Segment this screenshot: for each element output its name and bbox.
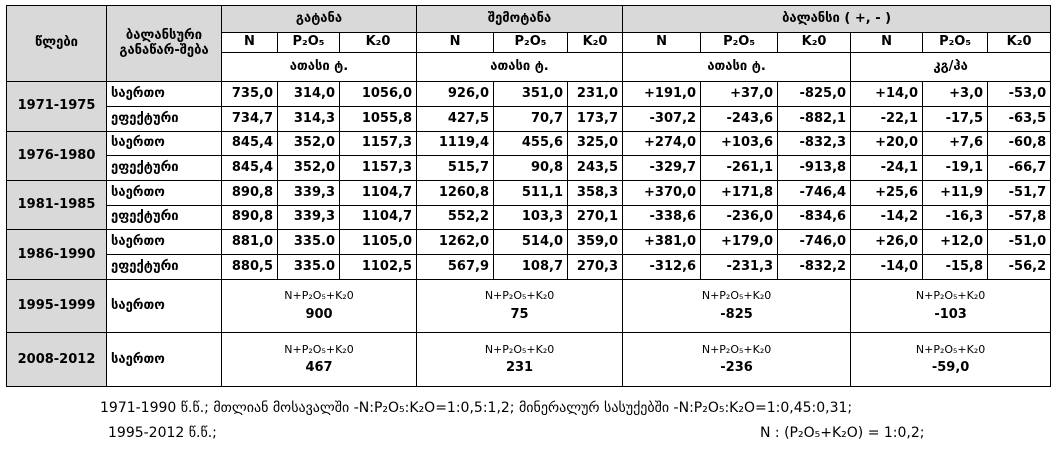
value-cell: -746,0	[778, 230, 851, 255]
value-cell: 243,5	[568, 156, 623, 181]
header-nutrient: N	[417, 32, 494, 53]
table-row	[7, 333, 1051, 387]
row-type-label: საერთო	[107, 279, 222, 333]
value-cell: 455,6	[494, 131, 568, 156]
header-unit: კგ/ჰა	[851, 53, 1051, 82]
value-cell: -307,2	[623, 106, 701, 131]
value-cell: 351,0	[494, 82, 568, 107]
footnote-line-1: 1971-1990 წ.წ.; მთლიან მოსავალში -N:P₂O₅:K₂O=1:0,5:1,2; მინერალურ სასუქებში -N:P₂O₅:K₂O=1:0,45:0,31;	[100, 400, 853, 416]
row-type-label: საერთო	[107, 82, 222, 107]
value-cell: 90,8	[494, 156, 568, 181]
value-cell: 881,0	[222, 230, 278, 255]
value-cell: 515,7	[417, 156, 494, 181]
value-cell: -338,6	[623, 205, 701, 230]
value-cell: 335.0	[278, 255, 340, 280]
table-row	[7, 279, 1051, 333]
value-cell: 567,9	[417, 255, 494, 280]
value-cell: -236,0	[701, 205, 778, 230]
header-nutrient: N	[851, 32, 923, 53]
row-type-label: საერთო	[107, 333, 222, 387]
value-cell: +3,0	[923, 82, 988, 107]
value-cell: -15,8	[923, 255, 988, 280]
formula-label: N+P₂O₅+K₂0	[915, 289, 986, 303]
value-cell: 108,7	[494, 255, 568, 280]
merged-total-cell	[623, 279, 851, 333]
table-row	[7, 181, 1051, 206]
formula-label: N+P₂O₅+K₂0	[284, 342, 354, 356]
value-cell: -832,3	[778, 131, 851, 156]
value-cell: 352,0	[278, 156, 340, 181]
value-cell: 173,7	[568, 106, 623, 131]
value-cell: 511,1	[494, 181, 568, 206]
value-cell: +370,0	[623, 181, 701, 206]
value-cell: 358,3	[568, 181, 623, 206]
value-cell: 427,5	[417, 106, 494, 131]
value-cell: -60,8	[988, 131, 1051, 156]
total-value: -236	[720, 360, 753, 376]
value-cell: 1056,0	[340, 82, 417, 107]
row-type-label: ეფექტური	[107, 106, 222, 131]
merged-total-cell	[851, 279, 1051, 333]
value-cell: 1157,3	[340, 156, 417, 181]
value-cell: 1157,3	[340, 131, 417, 156]
formula-label: N+P₂O₅+K₂0	[284, 289, 354, 303]
value-cell: -51,7	[988, 181, 1051, 206]
footnote-line-2-left: 1995-2012 წ.წ.;	[108, 425, 217, 441]
total-value: -825	[720, 306, 753, 322]
value-cell: -66,7	[988, 156, 1051, 181]
value-cell: 339,3	[278, 181, 340, 206]
value-cell: 352,0	[278, 131, 340, 156]
row-type-label: საერთო	[107, 230, 222, 255]
value-cell: -913,8	[778, 156, 851, 181]
header-group-export: გატანა	[222, 6, 417, 33]
value-cell: +11,9	[923, 181, 988, 206]
row-type-label: საერთო	[107, 131, 222, 156]
value-cell: -243,6	[701, 106, 778, 131]
value-cell: 335.0	[278, 230, 340, 255]
header-balance-part: ბალანსური განაწარ-შება	[107, 6, 222, 82]
header-nutrient: N	[623, 32, 701, 53]
value-cell: +179,0	[701, 230, 778, 255]
value-cell: 880,5	[222, 255, 278, 280]
year-cell: 1976-1980	[7, 131, 107, 180]
value-cell: -14,0	[851, 255, 923, 280]
value-cell: 1260,8	[417, 181, 494, 206]
merged-total-cell	[417, 333, 623, 387]
total-value: 231	[505, 360, 534, 376]
year-cell: 1995-1999	[7, 279, 107, 333]
header-nutrient: P₂O₅	[923, 32, 988, 53]
header-unit: ათასი ტ.	[623, 53, 851, 82]
value-cell: +103,6	[701, 131, 778, 156]
header-years: წლები	[7, 6, 107, 82]
formula-label: N+P₂O₅+K₂0	[701, 342, 772, 356]
value-cell: 1119,4	[417, 131, 494, 156]
value-cell: 552,2	[417, 205, 494, 230]
value-cell: 339,3	[278, 205, 340, 230]
value-cell: +7,6	[923, 131, 988, 156]
row-type-label: საერთო	[107, 181, 222, 206]
value-cell: +274,0	[623, 131, 701, 156]
merged-total-cell	[851, 333, 1051, 387]
value-cell: -312,6	[623, 255, 701, 280]
footnote-line-2-right: N : (P₂O₅+K₂O) = 1:0,2;	[760, 425, 925, 441]
row-type-label: ეფექტური	[107, 156, 222, 181]
value-cell: -51,0	[988, 230, 1051, 255]
header-nutrient: P₂O₅	[701, 32, 778, 53]
value-cell: +20,0	[851, 131, 923, 156]
value-cell: -834,6	[778, 205, 851, 230]
table-row	[7, 106, 1051, 131]
value-cell: 270,3	[568, 255, 623, 280]
row-type-label: ეფექტური	[107, 205, 222, 230]
table-row	[7, 230, 1051, 255]
formula-label: N+P₂O₅+K₂0	[701, 289, 772, 303]
value-cell: -832,2	[778, 255, 851, 280]
value-cell: 890,8	[222, 181, 278, 206]
total-value: 467	[305, 360, 333, 376]
value-cell: -63,5	[988, 106, 1051, 131]
table-row	[7, 131, 1051, 156]
table-row	[7, 156, 1051, 181]
value-cell: -14,2	[851, 205, 923, 230]
year-cell: 2008-2012	[7, 333, 107, 387]
nutrient-balance-table	[6, 5, 1051, 387]
value-cell: -746,4	[778, 181, 851, 206]
header-unit: ათასი ტ.	[417, 53, 623, 82]
row-type-label: ეფექტური	[107, 255, 222, 280]
value-cell: +25,6	[851, 181, 923, 206]
merged-total-cell	[222, 333, 417, 387]
value-cell: +37,0	[701, 82, 778, 107]
value-cell: 325,0	[568, 131, 623, 156]
value-cell: +381,0	[623, 230, 701, 255]
value-cell: 359,0	[568, 230, 623, 255]
header-nutrient: K₂0	[988, 32, 1051, 53]
header-nutrient: K₂0	[778, 32, 851, 53]
value-cell: 70,7	[494, 106, 568, 131]
value-cell: -261,1	[701, 156, 778, 181]
value-cell: -882,1	[778, 106, 851, 131]
formula-label: N+P₂O₅+K₂0	[915, 342, 986, 356]
total-value: -103	[934, 306, 967, 322]
value-cell: -329,7	[623, 156, 701, 181]
value-cell: 314,0	[278, 82, 340, 107]
value-cell: -57,8	[988, 205, 1051, 230]
value-cell: 1105,0	[340, 230, 417, 255]
value-cell: 1102,5	[340, 255, 417, 280]
merged-total-cell	[417, 279, 623, 333]
value-cell: 103,3	[494, 205, 568, 230]
total-value: -59,0	[931, 360, 970, 376]
value-cell: -22,1	[851, 106, 923, 131]
formula-label: N+P₂O₅+K₂0	[484, 342, 555, 356]
value-cell: 845,4	[222, 131, 278, 156]
value-cell: 734,7	[222, 106, 278, 131]
value-cell: -17,5	[923, 106, 988, 131]
value-cell: 514,0	[494, 230, 568, 255]
header-unit: ათასი ტ.	[222, 53, 417, 82]
header-nutrient: K₂0	[568, 32, 623, 53]
value-cell: 845,4	[222, 156, 278, 181]
header-nutrient: K₂0	[340, 32, 417, 53]
header-nutrient: P₂O₅	[494, 32, 568, 53]
value-cell: -825,0	[778, 82, 851, 107]
header-nutrient: P₂O₅	[278, 32, 340, 53]
year-cell: 1981-1985	[7, 181, 107, 230]
value-cell: +171,8	[701, 181, 778, 206]
value-cell: -56,2	[988, 255, 1051, 280]
merged-total-cell	[222, 279, 417, 333]
value-cell: 890,8	[222, 205, 278, 230]
total-value: 75	[510, 306, 529, 322]
merged-total-cell	[623, 333, 851, 387]
value-cell: -16,3	[923, 205, 988, 230]
value-cell: 926,0	[417, 82, 494, 107]
table-row	[7, 255, 1051, 280]
header-nutrient: N	[222, 32, 278, 53]
header-group-balance: ბალანსი ( +, - )	[623, 6, 1051, 33]
table-row	[7, 82, 1051, 107]
value-cell: 314,3	[278, 106, 340, 131]
total-value: 900	[305, 306, 333, 322]
header-group-import: შემოტანა	[417, 6, 623, 33]
value-cell: 1055,8	[340, 106, 417, 131]
value-cell: +12,0	[923, 230, 988, 255]
value-cell: -24,1	[851, 156, 923, 181]
value-cell: 735,0	[222, 82, 278, 107]
value-cell: -231,3	[701, 255, 778, 280]
value-cell: +26,0	[851, 230, 923, 255]
value-cell: -19,1	[923, 156, 988, 181]
value-cell: 1104,7	[340, 181, 417, 206]
value-cell: +14,0	[851, 82, 923, 107]
year-cell: 1986-1990	[7, 230, 107, 279]
value-cell: +191,0	[623, 82, 701, 107]
year-cell: 1971-1975	[7, 82, 107, 131]
value-cell: -53,0	[988, 82, 1051, 107]
table-row	[7, 205, 1051, 230]
value-cell: 231,0	[568, 82, 623, 107]
value-cell: 1104,7	[340, 205, 417, 230]
value-cell: 1262,0	[417, 230, 494, 255]
value-cell: 270,1	[568, 205, 623, 230]
formula-label: N+P₂O₅+K₂0	[484, 289, 555, 303]
